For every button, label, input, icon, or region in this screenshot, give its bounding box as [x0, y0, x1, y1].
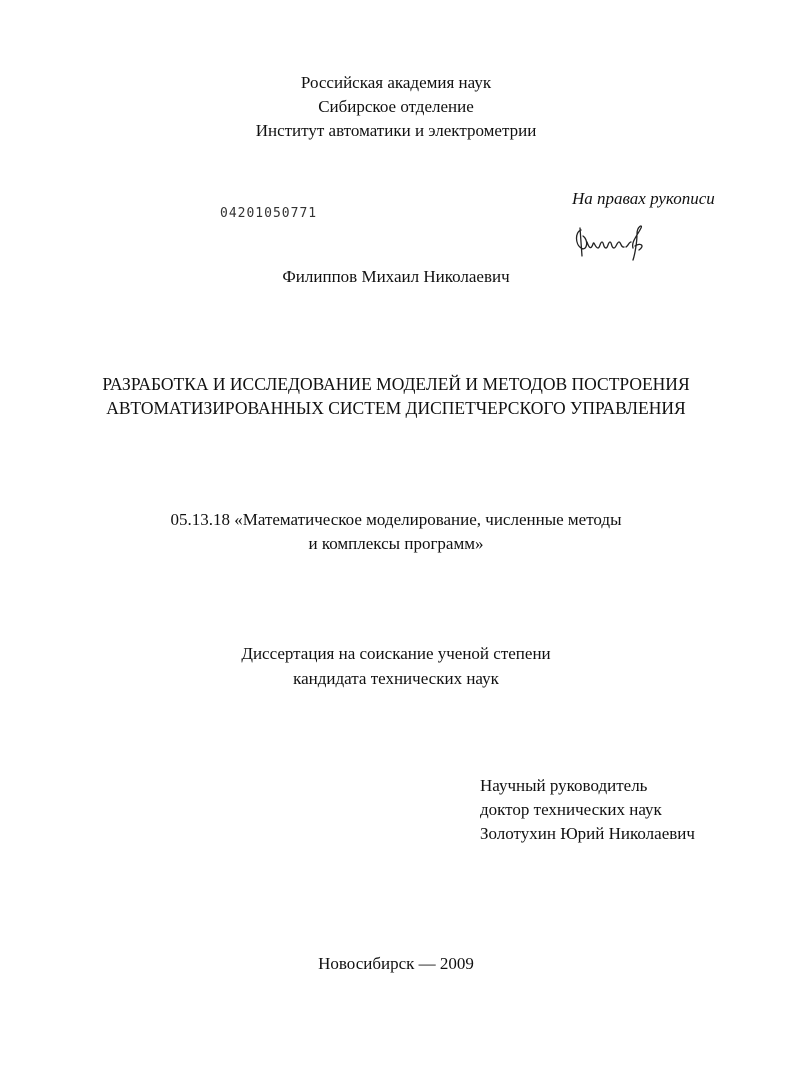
academy-name: Российская академия наук	[300, 73, 492, 92]
institute-name: Институт автоматики и электрометрии	[255, 121, 537, 140]
degree-block	[0, 641, 792, 691]
specialty-line-2: и комплексы программ»	[308, 534, 484, 553]
specialty-block	[0, 508, 792, 556]
title-line-1: РАЗРАБОТКА И ИССЛЕДОВАНИЕ МОДЕЛЕЙ И МЕТОДОВ ПОСТРОЕНИЯ	[102, 374, 690, 394]
supervisor-name: Золотухин Юрий Николаевич	[480, 824, 695, 843]
supervisor-degree: доктор технических наук	[480, 800, 662, 819]
author-block	[0, 265, 792, 289]
degree-line-2: кандидата технических наук	[293, 669, 499, 688]
city-year: Новосибирск — 2009	[318, 954, 474, 973]
city-year-block	[0, 952, 792, 976]
organization-block	[0, 71, 792, 143]
supervisor-role: Научный руководитель	[480, 776, 648, 795]
document-number-stamp: 04201050771	[220, 206, 318, 221]
branch-name: Сибирское отделение	[318, 97, 474, 116]
degree-line-1: Диссертация на соискание ученой степени	[241, 644, 551, 663]
author-name: Филиппов Михаил Николаевич	[282, 267, 510, 286]
signature-icon	[571, 222, 661, 262]
manuscript-rights-note: На правах рукописи	[572, 189, 715, 208]
specialty-line-1: 05.13.18 «Математическое моделирование, численные методы	[170, 510, 622, 529]
supervisor-block	[480, 774, 695, 846]
dissertation-title	[0, 372, 792, 420]
title-line-2: АВТОМАТИЗИРОВАННЫХ СИСТЕМ ДИСПЕТЧЕРСКОГО УПРАВЛЕНИЯ	[106, 398, 686, 418]
